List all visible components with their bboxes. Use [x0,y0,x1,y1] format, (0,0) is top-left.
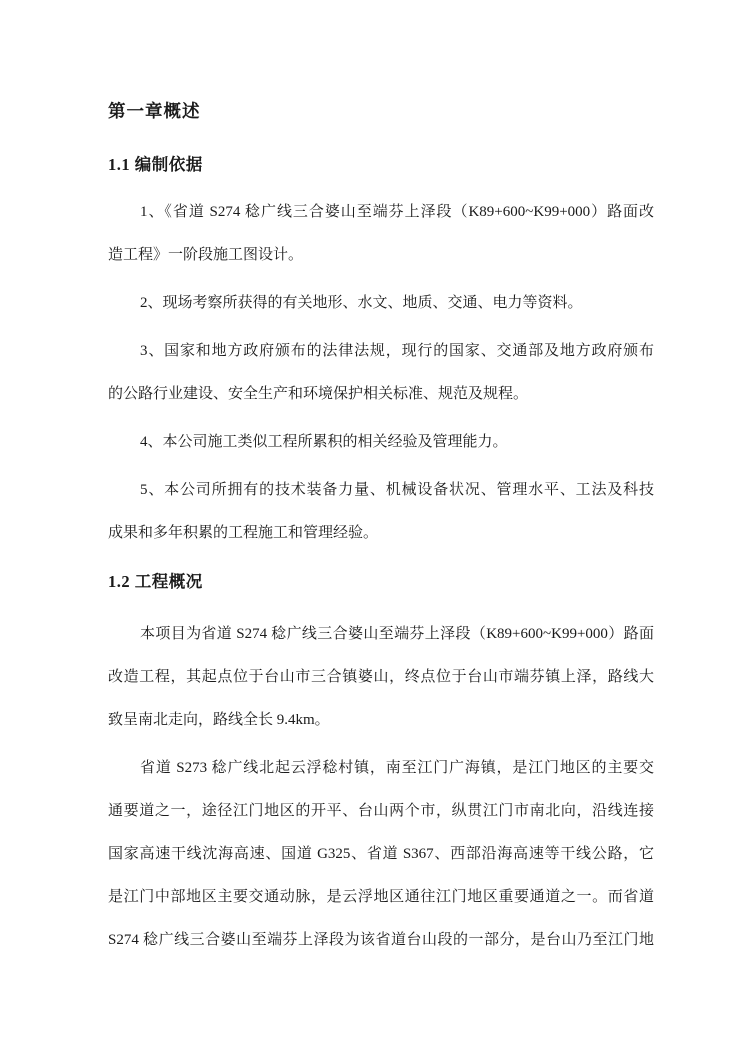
chapter-heading: 第一章概述 [108,101,201,121]
section-heading-1-2: 1.2 工程概况 [108,572,203,591]
paragraph-overview-2 [108,747,654,962]
text-line: 2、现场考察所获得的有关地形、水文、地质、交通、电力等资料。 [140,295,583,311]
text-line: 1、《省道 S274 稔广线三合婆山至端芬上泽段（K89+600~K99+000）路面改 [140,204,654,220]
paragraph-basis-1 [108,191,654,277]
text-line: 通要道之一，途径江门地区的开平、台山两个市，纵贯江门市南北向，沿线连接 [108,803,654,819]
text-line: 致呈南北走向，路线全长 9.4km。 [108,712,330,728]
paragraph-basis-3 [108,330,654,416]
page-content [108,90,654,967]
text-line: 5、本公司所拥有的技术装备力量、机械设备状况、管理水平、工法及科技 [140,482,654,498]
text-line: 的公路行业建设、安全生产和环境保护相关标准、规范及规程。 [108,386,529,402]
paragraph-basis-5 [108,469,654,555]
paragraph-basis-2 [108,282,654,325]
text-line: 造工程》一阶段施工图设计。 [108,247,304,263]
text-line: 本项目为省道 S274 稔广线三合婆山至端芬上泽段（K89+600~K99+000）路面 [140,626,654,642]
text-line: 4、本公司施工类似工程所累积的相关经验及管理能力。 [140,434,508,450]
text-line: 改造工程，其起点位于台山市三合镇婆山，终点位于台山市端芬镇上泽，路线大 [108,669,654,685]
text-line: 是江门中部地区主要交通动脉，是云浮地区通往江门地区重要通道之一。而省道 [108,889,654,905]
section-heading-1-1: 1.1 编制依据 [108,155,203,174]
text-line: 省道 S273 稔广线北起云浮稔村镇，南至江门广海镇，是江门地区的主要交 [140,760,654,776]
paragraph-overview-1 [108,613,654,742]
text-line: 国家高速干线沈海高速、国道 G325、省道 S367、西部沿海高速等干线公路，它 [108,846,654,862]
paragraph-basis-4 [108,421,654,464]
text-line: S274 稔广线三合婆山至端芬上泽段为该省道台山段的一部分，是台山乃至江门地 [108,932,654,948]
text-line: 3、国家和地方政府颁布的法律法规，现行的国家、交通部及地方政府颁布 [140,343,654,359]
text-line: 成果和多年积累的工程施工和管理经验。 [108,525,379,541]
